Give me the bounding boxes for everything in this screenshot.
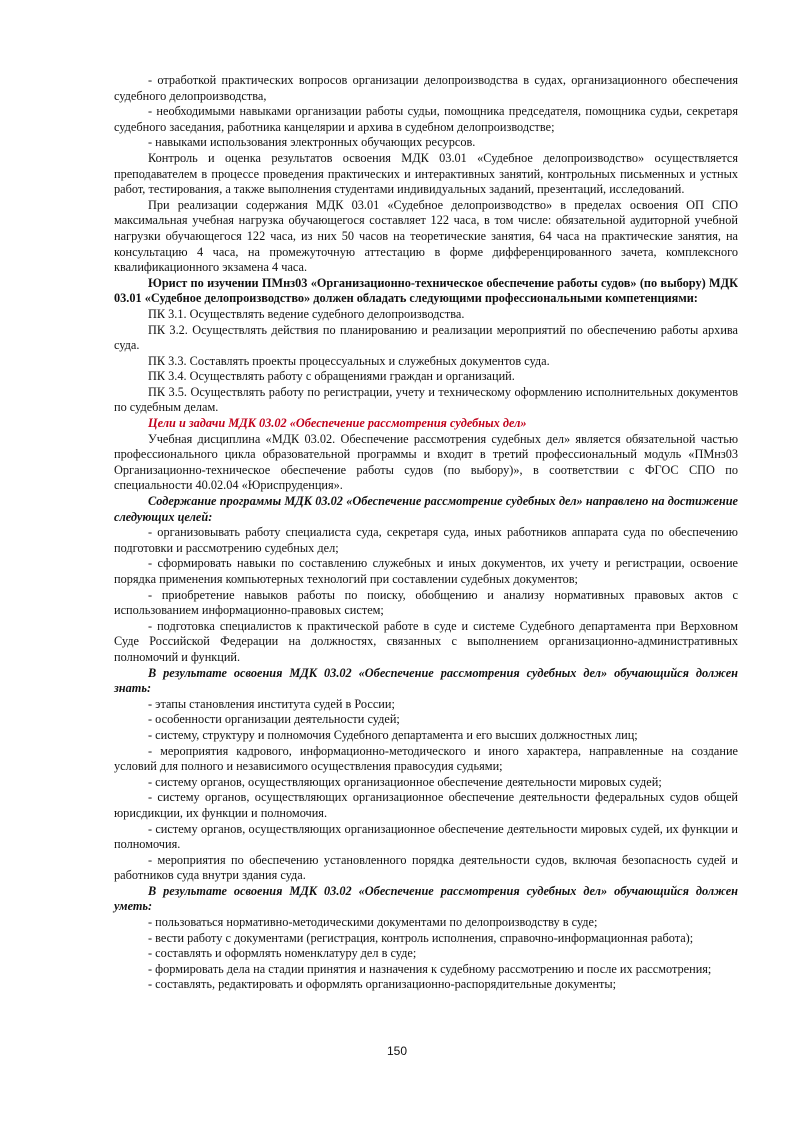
paragraph: - организовывать работу специалиста суда, секретаря суда, иных работников аппарата суда по обеспечению подготовки и рассмотрению судебных дел; <box>114 525 738 555</box>
paragraph: ПК 3.5. Осуществлять работу по регистрации, учету и техническому оформлению исполнительных документов по судебным делам. <box>114 384 738 415</box>
paragraph: - этапы становления института судей в России; <box>148 696 395 711</box>
paragraph: - необходимыми навыками организации работы судьи, помощника председателя, помощника судьи, секретаря судебного заседания, работника канцелярии и архива в судебном делопроизводстве; <box>114 104 738 134</box>
paragraph: - особенности организации деятельности судей; <box>148 712 400 727</box>
paragraph: ПК 3.1. Осуществлять ведение судебного делопроизводства. <box>148 306 465 321</box>
paragraph: Учебная дисциплина «МДК 03.02. Обеспечение рассмотрения судебных дел» является обязательной частью профессионального цикла образовательной программы и входит в третий профессиональный модуль «ПМнз03 Организационно-техническое обеспечение работы судов (по выбору)», в соответствии с ФГОС СПО по специальности 40.02.04 «Юриспруденция». <box>114 431 738 493</box>
paragraph: - пользоваться нормативно-методическими документами по делопроизводству в суде; <box>148 915 598 930</box>
paragraph: - систему органов, осуществляющих организационное обеспечение деятельности федеральных судов общей юрисдикции, их функции и полномочия. <box>114 790 738 820</box>
paragraph: ПК 3.3. Составлять проекты процессуальных и служебных документов суда. <box>148 353 550 368</box>
paragraph: - сформировать навыки по составлению служебных и иных документов, их учету и регистрации, освоение порядка применения компьютерных технологий при составлении судебных документов; <box>114 556 738 586</box>
section-heading: Содержание программы МДК 03.02 «Обеспечение рассмотрение судебных дел» направлено на достижение следующих целей: <box>114 494 738 524</box>
paragraph: Контроль и оценка результатов освоения МДК 03.01 «Судебное делопроизводство» осуществляется преподавателем в процессе проведения практических и интерактивных занятий, контрольных письменных и устных работ, тестирования, а также выполнения студентами индивидуальных заданий, презентаций, исследований. <box>114 150 738 197</box>
paragraph: - систему, структуру и полномочия Судебного департамента и его высших должностных лиц; <box>148 727 638 742</box>
paragraph: - формировать дела на стадии принятия и назначения к судебному рассмотрению и после их рассмотрения; <box>148 961 712 976</box>
paragraph: ПК 3.2. Осуществлять действия по планированию и реализации мероприятий по обеспечению работы архива суда. <box>114 322 738 353</box>
paragraph: - навыками использования электронных обучающих ресурсов. <box>148 135 476 150</box>
paragraph: При реализации содержания МДК 03.01 «Судебное делопроизводство» в пределах освоения ОП СПО максимальная учебная нагрузка обучающегося составляет 122 часа, в том числе: обязательной аудиторной учебной нагрузки обучающегося 122 часа, из них 50 часов на теоретические занятия, 64 часа на практические занятия, на консультацию 4 часа, на промежуточную аттестацию в форме дифференцированного зачета, комплексного квалификационного экзамена 4 часа. <box>114 197 738 275</box>
paragraph: - систему органов, осуществляющих организационное обеспечение деятельности мировых судей, их функции и полномочия. <box>114 821 738 852</box>
paragraph: - отработкой практических вопросов организации делопроизводства в судах, организационного обеспечения судебного делопроизводства, <box>114 73 738 103</box>
section-heading: В результате освоения МДК 03.02 «Обеспечение рассмотрения судебных дел» обучающийся должен знать: <box>114 665 738 696</box>
page-number: 150 <box>386 1044 408 1058</box>
paragraph: ПК 3.4. Осуществлять работу с обращениями граждан и организаций. <box>148 369 515 384</box>
paragraph: - составлять, редактировать и оформлять организационно-распорядительные документы; <box>148 977 617 992</box>
paragraph: - приобретение навыков работы по поиску, обобщению и анализу нормативных правовых актов с использованием информационно-правовых систем; <box>114 587 738 618</box>
paragraph: - мероприятия по обеспечению установленного порядка деятельности судов, включая безопасность судей и работников суда внутри здания суда. <box>114 852 738 883</box>
section-heading: Цели и задачи МДК 03.02 «Обеспечение рассмотрения судебных дел» <box>148 416 527 431</box>
paragraph: - систему органов, осуществляющих организационное обеспечение деятельности мировых судей; <box>148 774 662 789</box>
paragraph: - вести работу с документами (регистрация, контроль исполнения, справочно-информационная работа); <box>148 930 694 945</box>
paragraph: - подготовка специалистов к практической работе в суде и системе Судебного департамента при Верховном Суде Российской Федерации на должностях, связанных с выполнением организационно-административных полномочий и функций. <box>114 618 738 664</box>
paragraph: - мероприятия кадрового, информационно-методического и иного характера, направленные на создание условий для полного и независимого осуществления правосудия судьями; <box>114 743 738 774</box>
paragraph: - составлять и оформлять номенклатуру дел в суде; <box>148 946 417 961</box>
document-body <box>114 73 738 993</box>
section-heading: В результате освоения МДК 03.02 «Обеспечение рассмотрения судебных дел» обучающийся должен уметь: <box>114 883 738 914</box>
section-heading: Юрист по изучении ПМнз03 «Организационно-техническое обеспечение работы судов» (по выбору) МДК 03.01 «Судебное делопроизводство» должен обладать следующими профессиональными компетенциями: <box>114 275 738 306</box>
